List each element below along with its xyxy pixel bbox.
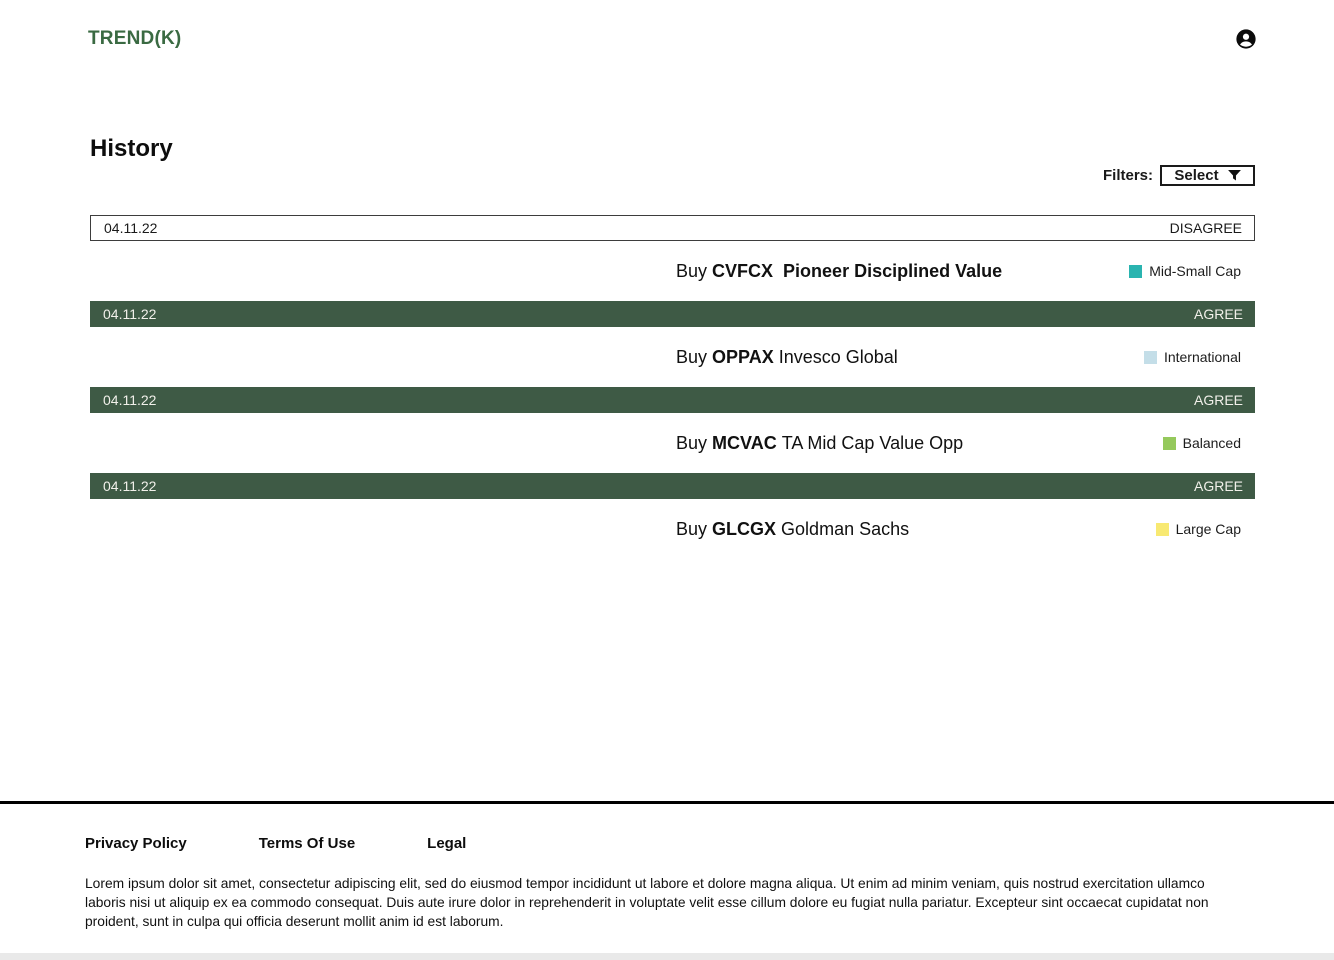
trade-action: Buy (676, 432, 708, 453)
page-title: History (90, 135, 173, 162)
history-entry (90, 473, 1255, 559)
history-entry-bar[interactable] (90, 301, 1255, 327)
trade-description (90, 519, 909, 540)
trade-ticker: OPPAX (712, 346, 774, 367)
history-entry (90, 215, 1255, 301)
trade-action: Buy (676, 260, 708, 281)
trade-ticker: GLCGX (712, 518, 777, 539)
category-color-swatch (1156, 523, 1169, 536)
filters-row (90, 164, 1255, 186)
history-entry-detail (90, 327, 1255, 387)
app-logo[interactable]: TREND(K) (88, 28, 182, 49)
history-entry (90, 301, 1255, 387)
trade-ticker: CVFCX (712, 260, 774, 281)
history-entry (90, 387, 1255, 473)
footer (0, 835, 1334, 931)
trade-fund: Pioneer Disciplined Value (783, 260, 1003, 281)
main-content (0, 136, 1334, 804)
category-color-swatch (1163, 437, 1176, 450)
category-label: Balanced (1182, 435, 1241, 451)
category-tag (1163, 435, 1241, 451)
trade-description (90, 261, 1002, 282)
trade-fund: TA Mid Cap Value Opp (781, 432, 964, 453)
entry-verdict: AGREE (1193, 306, 1243, 322)
category-label: International (1163, 349, 1241, 365)
trade-action: Buy (676, 518, 708, 539)
trade-description (90, 433, 963, 454)
trade-description (90, 347, 898, 368)
history-entry-bar[interactable] (90, 387, 1255, 413)
history-entry-detail (90, 413, 1255, 473)
history-entry-bar[interactable] (90, 215, 1255, 241)
trade-fund: Goldman Sachs (781, 518, 910, 539)
entry-verdict: AGREE (1193, 392, 1243, 408)
history-entry-bar[interactable] (90, 473, 1255, 499)
history-list (90, 215, 1255, 559)
bottom-edge-bar (0, 953, 1334, 960)
footer-link-privacy-policy[interactable]: Privacy Policy (85, 835, 187, 852)
entry-verdict: DISAGREE (1169, 220, 1242, 236)
trade-action: Buy (676, 346, 708, 367)
footer-divider (0, 801, 1334, 804)
filter-select-dropdown[interactable] (1160, 165, 1255, 186)
entry-date: 04.11.22 (103, 392, 157, 408)
footer-legal-text: Lorem ipsum dolor sit amet, consectetur adipiscing elit, sed do eiusmod tempor incididunt ut labore et dolore magna aliqua. Ut enim ad minim veniam, quis nostrud exercitation ullamco laboris nisi ut aliquip ex ea commodo consequat. Duis aute irure dolor in reprehenderit in voluptate velit esse cillum dolore eu fugiat nulla pariatur. Excepteur sint occaecat cupidatat non proident, sunt in culpa qui officia deserunt mollit anim id est laborum. (85, 876, 1209, 929)
footer-links (85, 835, 1245, 852)
category-tag (1144, 349, 1241, 365)
filters-label: Filters: (1102, 166, 1153, 184)
account-circle-icon[interactable] (1235, 28, 1257, 50)
entry-date: 04.11.22 (103, 478, 157, 494)
entry-date: 04.11.22 (103, 306, 157, 322)
category-color-swatch (1144, 351, 1157, 364)
entry-verdict: AGREE (1193, 478, 1243, 494)
history-entry-detail (90, 499, 1255, 559)
filter-funnel-icon (1228, 170, 1241, 181)
category-tag (1156, 521, 1241, 537)
category-label: Mid-Small Cap (1149, 263, 1241, 279)
filter-select-value: Select (1174, 166, 1219, 184)
category-label: Large Cap (1175, 521, 1241, 537)
app-header (0, 0, 1334, 52)
category-color-swatch (1129, 265, 1142, 278)
trade-fund: Invesco Global (778, 346, 898, 367)
history-entry-detail (90, 241, 1255, 301)
category-tag (1129, 263, 1241, 279)
footer-link-legal[interactable]: Legal (427, 835, 467, 852)
entry-date: 04.11.22 (104, 220, 158, 236)
footer-link-terms-of-use[interactable]: Terms Of Use (258, 835, 356, 852)
trade-ticker: MCVAC (712, 432, 777, 453)
